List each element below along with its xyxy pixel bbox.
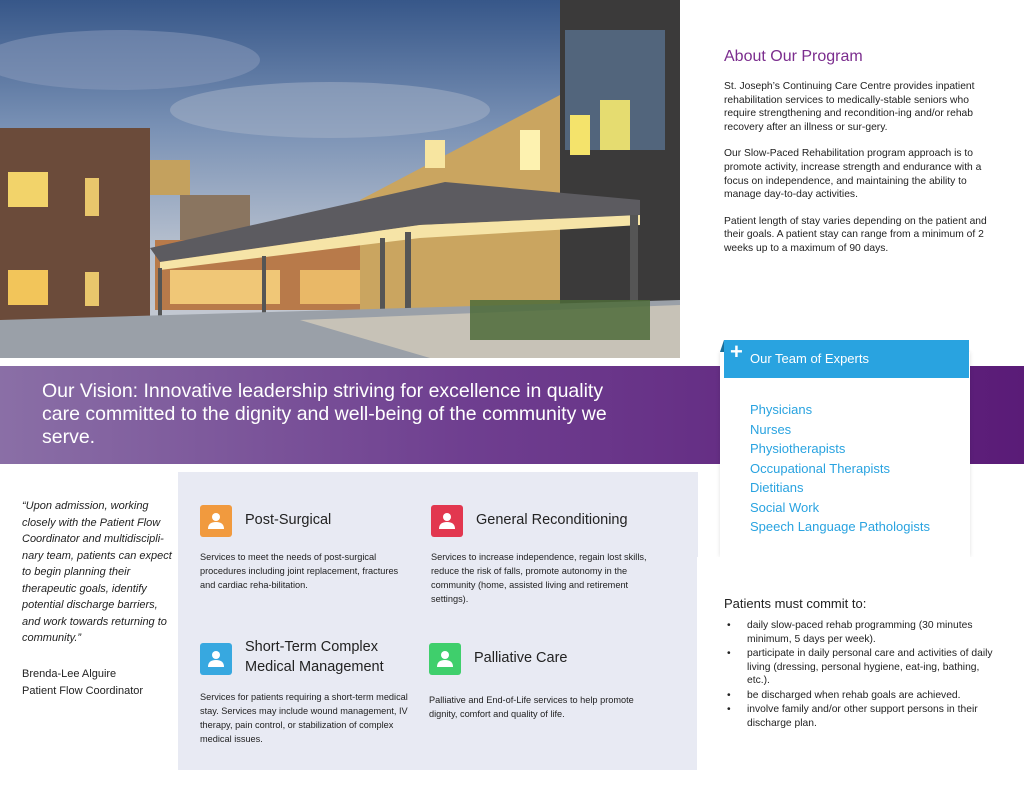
services-panel [178,472,698,770]
about-paragraph-3: Patient length of stay varies depending on the patient and their goals. A patient stay can range from a minimum of 2 weeks up to a maximum of 90 days. [724,215,987,254]
service-name: Post-Surgical [245,512,332,528]
author-role: Patient Flow Coordinator [22,685,144,697]
commit-item: • participate in daily personal care and activities of daily living (dressing, personal hygiene, eat-ing, bathing, etc.). [727,647,993,688]
vision-text: Our Vision: Innovative leadership striving for excellence in quality care committed to the dignity and well-being of the community we serve. [42,380,607,448]
person-icon [431,505,463,537]
team-member: Occupational Therapists [750,460,890,476]
team-member: Social Work [750,499,820,515]
team-card [720,339,970,557]
person-icon [200,505,232,537]
testimonial-quote: “Upon admission, working closely with the Patient Flow Coordinator and multidiscipli-nary team, patients can expect to begin planning their therapeutic goals, identify potential discharge barriers, and work towards returning to community.” [22,500,172,644]
about-title: About Our Program [724,48,863,65]
commit-title: Patients must commit to: [724,596,867,611]
person-icon [429,643,461,675]
team-header [724,340,969,378]
person-icon [200,643,232,675]
team-member: Nurses [750,421,792,437]
about-paragraph-1: St. Joseph’s Continuing Care Centre provides inpatient rehabilitation services to medically-stable seniors who require strengthening and recondition-ing and/or rehab recovery after an illness or sur-gery. [724,81,975,133]
service-description: Services to meet the needs of post-surgical procedures including joint replacement, fractures and cardiac reha-bilitation. [200,552,399,590]
commit-item: • daily slow-paced rehab programming (30 minutes minimum, 5 days per week). [727,619,993,646]
commit-spacer [697,557,1024,578]
commit-item: • be discharged when rehab goals are achieved. [727,689,993,703]
service-description: Palliative and End-of-Life services to help promote dignity, comfort and quality of life. [429,695,634,719]
service-name: Palliative Care [474,650,568,666]
hero-photo [0,0,680,358]
team-title: Our Team of Experts [750,351,869,366]
team-member: Physicians [750,402,813,417]
team-member: Speech Language Pathologists [750,519,930,534]
service-description: Services to increase independence, regain lost skills, reduce the risk of falls, promote autonomy in the community (home, assisted living and retirement settings). [431,552,647,604]
testimonial-author [22,666,182,700]
team-member: Physiotherapists [750,441,846,456]
author-name: Brenda-Lee Alguire [22,668,117,680]
team-member: Dietitians [750,480,804,495]
about-paragraph-2: Our Slow-Paced Rehabilitation program approach is to promote activity, increase strength and endurance with a focus on independence, and maintaining the ability to manage day-to-day activities. [724,148,982,201]
service-name: General Reconditioning [476,512,628,528]
commit-list [727,619,993,731]
commit-section [697,578,1024,790]
about-section [724,48,994,269]
commit-item: • involve family and/or other support persons in their discharge plan. [727,703,993,730]
service-name: Short-Term Complex Medical Management [245,639,384,675]
team-list [750,400,930,537]
service-description: Services for patients requiring a short-term medical stay. Services may include wound management, IV therapy, pain control, or stabilization of complex medical issues. [200,692,408,744]
plus-icon: + [730,339,743,364]
